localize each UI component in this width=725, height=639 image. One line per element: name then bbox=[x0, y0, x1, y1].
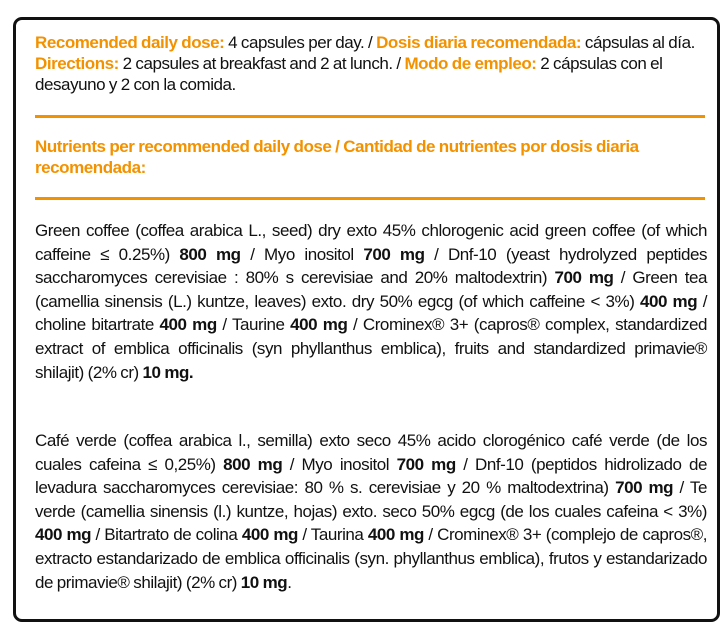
ingredients-english bbox=[35, 219, 707, 384]
text-segment: / Crominex® 3+ (capros® complex, standardized extract of emblica officinalis (syn phyllanthus emblica), fruits and standardized primavie® shilajit) (2% cr) bbox=[35, 315, 708, 382]
text-segment: Café verde (coffea arabica l., semilla) exto seco 45% acido clorogénico café verde (de los cuales cafeina ≤ 0,25%) bbox=[35, 431, 707, 474]
label-keyword: Nutrients per recommended daily dose / Cantidad de nutrientes por dosis diaria recomendada: bbox=[35, 137, 639, 177]
text-segment: 2 cápsulas con el desayuno y 2 con la comida. bbox=[35, 54, 663, 94]
text-segment: / Green tea (camellia sinensis (L.) kuntze, leaves) exto. dry 50% egcg (of which caffeine < 3%) bbox=[35, 268, 707, 311]
text-segment: 4 capsules per day. / bbox=[224, 33, 377, 52]
dose-amount: 400 mg bbox=[159, 315, 217, 335]
text-segment: / Crominex® 3+ (complejo de capros®, extracto estandarizado de emblica officinalis (syn. phyllanthus emblica), frutos y estandarizado de primavie® shilajit) (2% cr) bbox=[35, 525, 707, 592]
dose-amount: 400 mg bbox=[290, 315, 348, 335]
directions-paragraph bbox=[35, 32, 707, 95]
text-segment: 2 capsules at breakfast and 2 at lunch. / bbox=[118, 54, 405, 73]
supplement-label-panel bbox=[13, 17, 720, 622]
text-segment: cápsulas al día. bbox=[581, 33, 695, 52]
dose-amount: 400 mg bbox=[35, 525, 92, 545]
text-segment: / Bitartrato de colina bbox=[91, 525, 242, 545]
text-segment: / Te verde (camellia sinensis (l.) kuntze, hojas) exto. seco 50% egcg (de los cuales cafeina < 3%) bbox=[35, 478, 707, 521]
dose-amount: 800 mg bbox=[179, 244, 241, 264]
dose-amount: 10 mg. bbox=[142, 362, 194, 382]
dose-amount: 400 mg bbox=[241, 525, 298, 545]
label-keyword: Modo de empleo: bbox=[404, 54, 537, 73]
divider-top bbox=[35, 115, 705, 118]
text-segment: / choline bitartrate bbox=[35, 291, 708, 335]
text-segment: / Dnf-10 (peptidos hidrolizado de levadura saccharomyces cerevisiae: 80 % s. cerevisiae y 20 % maltodextrina) bbox=[35, 454, 708, 498]
text-segment: Green coffee (coffea arabica L., seed) dry exto 45% chlorogenic acid green coffee (of which caffeine ≤ 0.25%) bbox=[35, 221, 707, 264]
text-segment: / Taurina bbox=[297, 525, 368, 545]
label-keyword: Dosis diaria recomendada: bbox=[376, 33, 582, 52]
dose-amount: 700 mg bbox=[396, 454, 456, 474]
dose-amount: 800 mg bbox=[223, 454, 283, 474]
nutrients-heading bbox=[35, 136, 707, 178]
text-segment: . bbox=[287, 572, 292, 592]
text-segment: / Dnf-10 (yeast hydrolyzed peptides saccharomyces cerevisiae : 80% s cerevisiae and 20% maltodextrin) bbox=[35, 244, 707, 288]
text-segment: / Myo inositol bbox=[240, 244, 364, 264]
dose-amount: 10 mg bbox=[240, 572, 288, 592]
text-segment: / Taurine bbox=[216, 315, 291, 335]
text-segment: / Myo inositol bbox=[282, 454, 397, 474]
label-keyword: Recomended daily dose: bbox=[35, 33, 225, 52]
ingredients-spanish bbox=[35, 429, 707, 594]
dose-amount: 400 mg bbox=[639, 291, 698, 311]
label-keyword: Directions: bbox=[35, 54, 119, 73]
dose-amount: 700 mg bbox=[615, 478, 674, 498]
divider-bottom bbox=[35, 197, 705, 200]
dose-amount: 700 mg bbox=[363, 244, 425, 264]
dose-amount: 700 mg bbox=[554, 268, 614, 288]
dose-amount: 400 mg bbox=[367, 525, 424, 545]
